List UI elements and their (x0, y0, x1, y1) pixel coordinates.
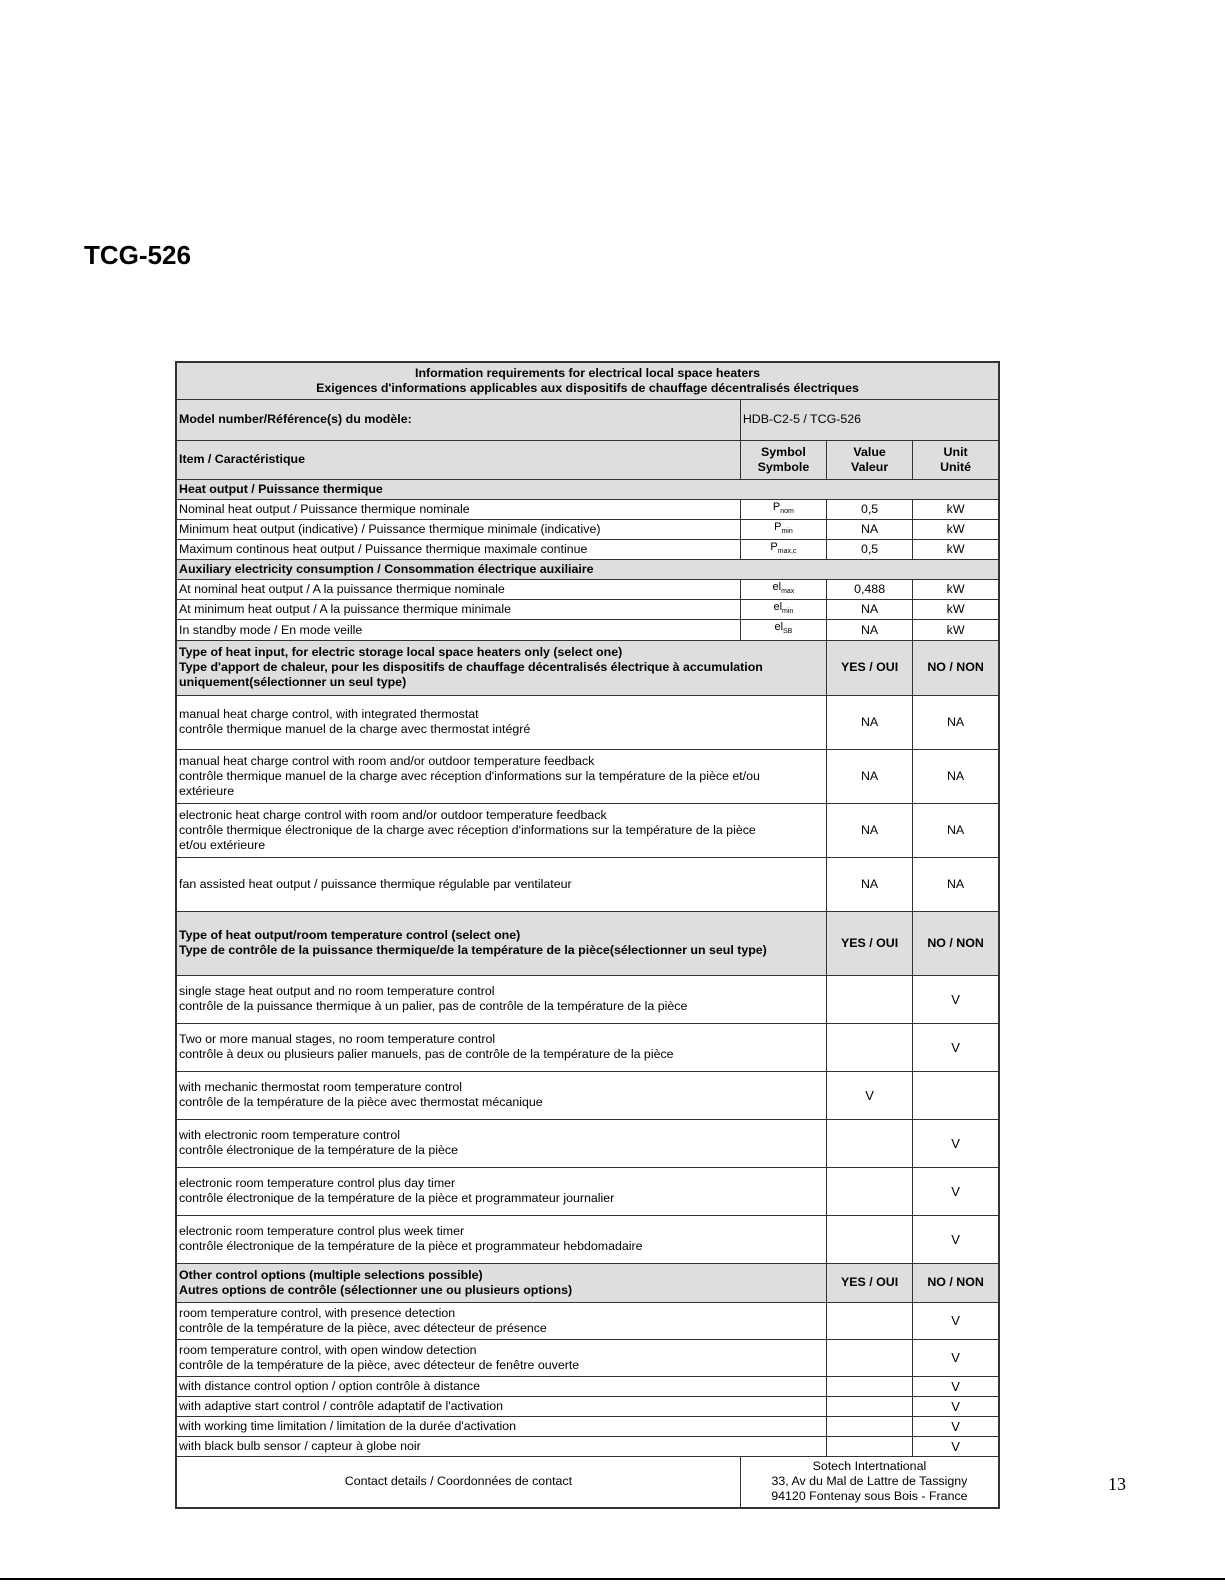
section-temperature-control-line-2: Type de contrôle de la puissance thermique/de la température de la pièce(sélectionner un seul type) (179, 943, 767, 958)
yes-cell: NA (827, 695, 913, 749)
item-label (176, 1071, 827, 1119)
contact-details (740, 1456, 999, 1508)
table-row (176, 1396, 999, 1416)
value-header-fr: Valeur (850, 459, 889, 474)
table-row (176, 1215, 999, 1263)
no-column-header: NO / NON (913, 1263, 999, 1302)
no-cell: NA (913, 695, 999, 749)
table-row (176, 803, 999, 857)
item-label-line-2: contrôle à deux ou plusieurs palier manuels, pas de contrôle de la température de la pièce (179, 1047, 674, 1062)
item-label-line-1: electronic heat charge control with room and/or outdoor temperature feedback (179, 807, 607, 822)
symbol-header-en: Symbol (761, 444, 806, 459)
item-label-line-2: contrôle de la puissance thermique à un palier, pas de contrôle de la température de la pièce (179, 999, 688, 1014)
value-cell: 0,488 (827, 580, 913, 600)
item-label (176, 1302, 827, 1339)
item-label-line-1: room temperature control, with open window detection (179, 1342, 477, 1357)
item-label-line-2: contrôle de la température de la pièce, avec détecteur de présence (179, 1320, 547, 1335)
contact-label: Contact details / Coordonnées de contact (176, 1456, 740, 1508)
section-heat-input-line-1: Type of heat input, for electric storage local space heaters only (select one) (179, 645, 623, 660)
yes-cell (827, 1416, 913, 1436)
table-row (176, 499, 999, 519)
table-row (176, 1119, 999, 1167)
item-label: Nominal heat output / Puissance thermique nominale (176, 499, 740, 519)
item-label-line-1: room temperature control, with presence detection (179, 1305, 456, 1320)
section-auxiliary (176, 560, 999, 580)
table-row (176, 1416, 999, 1436)
no-cell: V (913, 975, 999, 1023)
item-label-line-2: contrôle thermique manuel de la charge avec réception d'informations sur la température de la pièce et/ou (179, 768, 760, 783)
item-label-line-1: electronic room temperature control plus week timer (179, 1224, 465, 1239)
page-number: 13 (1108, 1474, 1126, 1494)
section-other-control-title (176, 1263, 827, 1302)
other-control-rows-single (176, 1376, 999, 1456)
model-label: Model number/Référence(s) du modèle: (176, 399, 740, 440)
yes-cell (827, 1302, 913, 1339)
table-row (176, 695, 999, 749)
item-label (176, 857, 827, 911)
model-row (176, 399, 999, 440)
unit-header-en: Unit (943, 444, 968, 459)
no-cell: V (913, 1023, 999, 1071)
table-row (176, 620, 999, 640)
unit-cell: kW (913, 620, 999, 640)
item-label-line-2: contrôle électronique de la température de la pièce et programmateur journalier (179, 1191, 615, 1206)
item-label (176, 1023, 827, 1071)
item-label-line-2: contrôle thermique électronique de la charge avec réception d'informations sur la température de la pièce (179, 822, 756, 837)
no-cell: NA (913, 857, 999, 911)
symbol-text: el (773, 601, 783, 614)
table-row (176, 600, 999, 620)
column-header-row (176, 440, 999, 479)
item-label: At minimum heat output / A la puissance thermique minimale (176, 600, 740, 620)
item-label-line-1: with electronic room temperature control (179, 1128, 401, 1143)
value-cell: 0,5 (827, 539, 913, 559)
symbol-header-fr: Symbole (757, 459, 810, 474)
yes-cell (827, 975, 913, 1023)
table-row (176, 749, 999, 803)
item-label: Maximum continous heat output / Puissance thermique maximale continue (176, 539, 740, 559)
section-heat-input-line-3: uniquement(sélectionner un seul type) (179, 675, 407, 690)
section-other-control-line-1: Other control options (multiple selections possible) (179, 1267, 483, 1282)
heat-output-rows (176, 499, 999, 560)
yes-cell: V (827, 1071, 913, 1119)
symbol-subscript: min (781, 527, 793, 535)
item-label-line-1: with mechanic thermostat room temperature control (179, 1080, 463, 1095)
yes-cell (827, 1023, 913, 1071)
yes-column-header: YES / OUI (827, 640, 913, 695)
unit-column-header (913, 440, 999, 479)
table-row (176, 1071, 999, 1119)
item-label (176, 695, 827, 749)
item-label (176, 1215, 827, 1263)
yes-cell (827, 1215, 913, 1263)
yes-cell (827, 1119, 913, 1167)
yes-cell: NA (827, 803, 913, 857)
table-row (176, 1167, 999, 1215)
item-label: with adaptive start control / contrôle adaptatif de l'activation (176, 1396, 827, 1416)
no-cell: NA (913, 749, 999, 803)
table-header-line-2: Exigences d'informations applicables aux dispositifs de chauffage décentralisés électriques (316, 380, 859, 395)
item-label-line-2: contrôle de la température de la pièce avec thermostat mécanique (179, 1095, 543, 1110)
other-control-rows-double (176, 1302, 999, 1376)
item-label: with black bulb sensor / capteur à globe noir (176, 1436, 827, 1456)
contact-city: 94120 Fontenay sous Bois - France (771, 1489, 968, 1504)
value-cell: NA (827, 600, 913, 620)
value-cell: NA (827, 620, 913, 640)
symbol-cell (740, 580, 826, 600)
no-cell: V (913, 1167, 999, 1215)
item-label (176, 975, 827, 1023)
yes-cell (827, 1396, 913, 1416)
section-other-control-line-2: Autres options de contrôle (sélectionner une ou plusieurs options) (179, 1282, 573, 1297)
symbol-subscript: max (781, 588, 795, 596)
yes-cell: NA (827, 749, 913, 803)
bottom-rule (0, 1578, 1225, 1580)
yes-cell (827, 1167, 913, 1215)
item-label-line-2: contrôle de la température de la pièce, avec détecteur de fenêtre ouverte (179, 1357, 580, 1372)
table-row (176, 857, 999, 911)
symbol-text: P (772, 500, 781, 513)
section-temperature-control-title (176, 911, 827, 975)
table-row (176, 1436, 999, 1456)
item-label (176, 1119, 827, 1167)
no-cell: V (913, 1302, 999, 1339)
item-label-line-1: single stage heat output and no room temperature control (179, 984, 495, 999)
document-title: TCG-526 (84, 240, 191, 270)
contact-row (176, 1456, 999, 1508)
section-heat-input-title (176, 640, 827, 695)
value-cell: 0,5 (827, 499, 913, 519)
unit-cell: kW (913, 519, 999, 539)
symbol-text: P (770, 540, 778, 553)
section-heat-input (176, 640, 999, 695)
table-row (176, 1023, 999, 1071)
section-temperature-control-line-1: Type of heat output/room temperature control (select one) (179, 928, 521, 943)
table-row (176, 519, 999, 539)
item-label-line-3: extérieure (179, 783, 235, 798)
table-row (176, 1302, 999, 1339)
item-label-line-2: contrôle électronique de la température de la pièce (179, 1143, 458, 1158)
no-cell (913, 1071, 999, 1119)
table-header (176, 362, 999, 399)
heat-input-rows (176, 695, 999, 911)
yes-cell: NA (827, 857, 913, 911)
item-label (176, 1167, 827, 1215)
item-label (176, 803, 827, 857)
symbol-cell (740, 539, 826, 559)
symbol-text: el (774, 621, 784, 634)
contact-street: 33, Av du Mal de Lattre de Tassigny (771, 1474, 968, 1489)
table-row (176, 539, 999, 559)
no-cell: V (913, 1436, 999, 1456)
section-other-control (176, 1263, 999, 1302)
no-cell: V (913, 1416, 999, 1436)
item-label: Minimum heat output (indicative) / Puissance thermique minimale (indicative) (176, 519, 740, 539)
symbol-cell (740, 499, 826, 519)
item-column-header: Item / Caractéristique (176, 440, 740, 479)
no-cell: V (913, 1215, 999, 1263)
unit-cell: kW (913, 600, 999, 620)
yes-cell (827, 1376, 913, 1396)
item-label-line-1: Two or more manual stages, no room temperature control (179, 1032, 496, 1047)
item-label-line-1: manual heat charge control, with integrated thermostat (179, 707, 479, 722)
value-header-en: Value (853, 444, 886, 459)
item-label-line-1: fan assisted heat output / puissance thermique régulable par ventilateur (179, 876, 572, 891)
yes-cell (827, 1339, 913, 1376)
value-cell: NA (827, 519, 913, 539)
table-header-line-1: Information requirements for electrical local space heaters (415, 365, 760, 380)
no-cell: V (913, 1119, 999, 1167)
item-label: with working time limitation / limitation de la durée d'activation (176, 1416, 827, 1436)
section-heat-output (176, 479, 999, 499)
item-label (176, 749, 827, 803)
symbol-cell (740, 620, 826, 640)
item-label-line-3: et/ou extérieure (179, 837, 266, 852)
model-value: HDB-C2-5 / TCG-526 (740, 399, 999, 440)
table-row (176, 580, 999, 600)
symbol-cell (740, 600, 826, 620)
section-temperature-control (176, 911, 999, 975)
temperature-control-rows (176, 975, 999, 1263)
section-heat-input-line-2: Type d'apport de chaleur, pour les dispositifs de chauffage décentralisés électrique à accumulation (179, 660, 763, 675)
symbol-text: P (774, 520, 782, 533)
symbol-subscript: max,c (777, 548, 797, 556)
unit-cell: kW (913, 539, 999, 559)
auxiliary-rows (176, 580, 999, 641)
symbol-column-header (740, 440, 826, 479)
item-label-line-2: contrôle thermique manuel de la charge avec thermostat intégré (179, 722, 531, 737)
no-cell: V (913, 1339, 999, 1376)
symbol-subscript: SB (783, 628, 793, 636)
item-label (176, 1339, 827, 1376)
table-row (176, 975, 999, 1023)
section-auxiliary-title: Auxiliary electricity consumption / Consommation électrique auxiliaire (176, 560, 999, 580)
yes-column-header: YES / OUI (827, 1263, 913, 1302)
contact-company: Sotech Intertnational (812, 1459, 927, 1474)
item-label: with distance control option / option contrôle à distance (176, 1376, 827, 1396)
section-heat-output-title: Heat output / Puissance thermique (176, 479, 999, 499)
symbol-subscript: nom (780, 507, 794, 515)
value-column-header (827, 440, 913, 479)
yes-cell (827, 1436, 913, 1456)
no-cell: V (913, 1396, 999, 1416)
symbol-subscript: min (782, 608, 794, 616)
yes-column-header: YES / OUI (827, 911, 913, 975)
no-cell: V (913, 1376, 999, 1396)
unit-cell: kW (913, 499, 999, 519)
unit-header-fr: Unité (940, 459, 972, 474)
item-label: At nominal heat output / A la puissance thermique nominale (176, 580, 740, 600)
item-label: In standby mode / En mode veille (176, 620, 740, 640)
unit-cell: kW (913, 580, 999, 600)
item-label-line-2: contrôle électronique de la température de la pièce et programmateur hebdomadaire (179, 1239, 643, 1254)
table-row (176, 1376, 999, 1396)
symbol-cell (740, 519, 826, 539)
no-column-header: NO / NON (913, 911, 999, 975)
item-label-line-1: electronic room temperature control plus day timer (179, 1176, 456, 1191)
table-row (176, 1339, 999, 1376)
table-header-row (176, 362, 999, 399)
symbol-text: el (772, 581, 782, 594)
no-column-header: NO / NON (913, 640, 999, 695)
information-requirements-table (175, 361, 1000, 1509)
item-label-line-1: manual heat charge control with room and/or outdoor temperature feedback (179, 753, 595, 768)
no-cell: NA (913, 803, 999, 857)
